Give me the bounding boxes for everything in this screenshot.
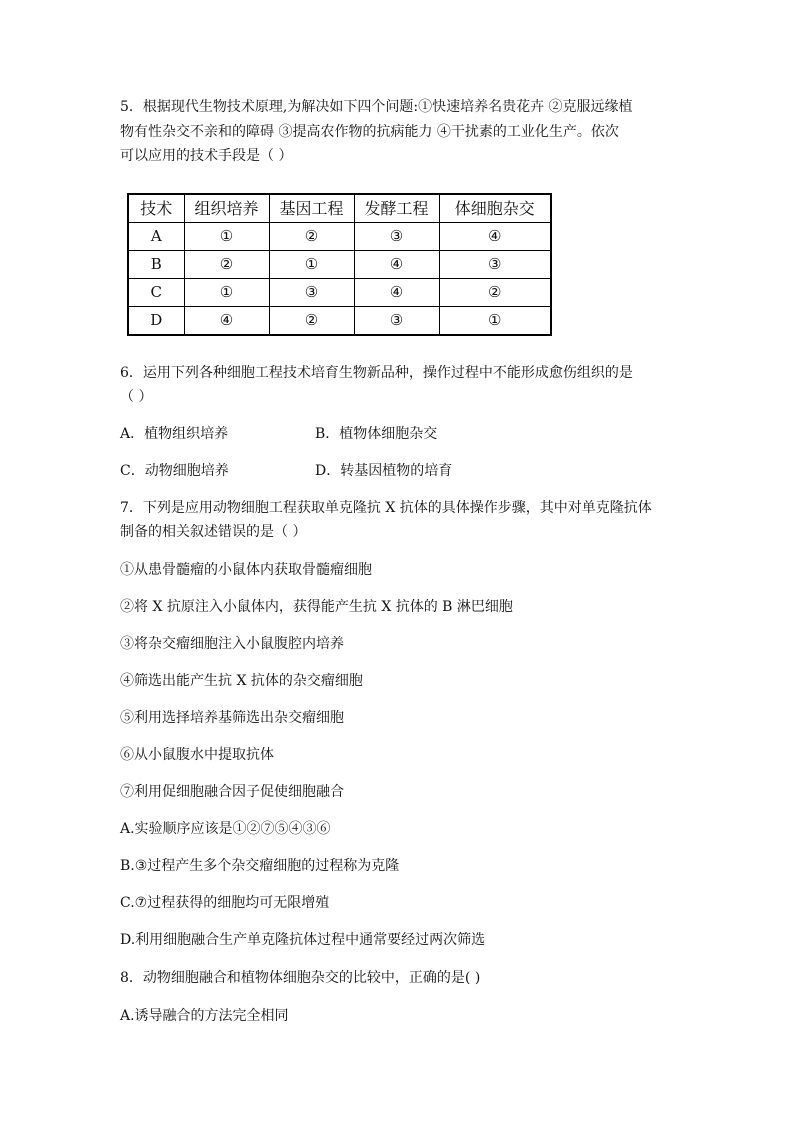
table-cell: B (128, 251, 184, 279)
table-header-row (128, 194, 551, 223)
table-cell: ④ (354, 251, 439, 279)
q5-stem-line-3: 可以应用的技术手段是（ ） (120, 148, 293, 164)
table-cell: ④ (184, 307, 269, 336)
table-cell: ① (184, 279, 269, 307)
q5-technique-table (127, 193, 552, 336)
q6-option-c: C．动物细胞培养 (120, 463, 229, 479)
q7-step: ①从患骨髓瘤的小鼠体内获取骨髓瘤细胞 (120, 562, 372, 578)
q7-step: ③将杂交瘤细胞注入小鼠腹腔内培养 (120, 636, 344, 652)
table-header-cell: 基因工程 (269, 194, 354, 223)
table-cell: ① (439, 307, 551, 336)
table-cell: ② (269, 223, 354, 251)
q5-stem-line-1: 5．根据现代生物技术原理,为解决如下四个问题:①快速培养名贵花卉 ②克服远缘植 (120, 99, 633, 115)
q7-step: ⑥从小鼠腹水中提取抗体 (120, 747, 274, 763)
table-cell: ④ (354, 279, 439, 307)
q7-step: ⑤利用选择培养基筛选出杂交瘤细胞 (120, 710, 344, 726)
table-cell: ③ (354, 223, 439, 251)
q7-stem-line-1: 7．下列是应用动物细胞工程获取单克隆抗 X 抗体的具体操作步骤，其中对单克隆抗体 (120, 500, 652, 516)
q6-stem-line-2: （ ） (120, 389, 153, 405)
q7-option-a: A.实验顺序应该是①②⑦⑤④③⑥ (120, 821, 331, 837)
table-cell: ③ (439, 251, 551, 279)
table-cell: ① (269, 251, 354, 279)
q6-stem-line-1: 6．运用下列各种细胞工程技术培育生物新品种，操作过程中不能形成愈伤组织的是 (120, 365, 633, 381)
q7-step: ④筛选出能产生抗 X 抗体的杂交瘤细胞 (120, 673, 363, 689)
table-cell: C (128, 279, 184, 307)
table-row (128, 307, 551, 336)
q8-option-a: A.诱导融合的方法完全相同 (120, 1008, 289, 1024)
q6-option-d: D．转基因植物的培育 (315, 463, 453, 479)
q5-stem-line-2: 物有性杂交不亲和的障碍 ③提高农作物的抗病能力 ④干扰素的工业化生产。依次 (120, 124, 619, 140)
q7-option-c: C.⑦过程获得的细胞均可无限增殖 (120, 895, 330, 911)
table-header-cell: 发酵工程 (354, 194, 439, 223)
q6-option-a: A．植物组织培养 (120, 426, 229, 442)
table-row (128, 223, 551, 251)
q6-option-b: B．植物体细胞杂交 (315, 426, 438, 442)
table-cell: ③ (269, 279, 354, 307)
q7-stem-line-2: 制备的相关叙述错误的是（ ） (120, 524, 307, 540)
table-header-cell: 技术 (128, 194, 184, 223)
q7-option-d: D.利用细胞融合生产单克隆抗体过程中通常要经过两次筛选 (120, 932, 486, 948)
table-cell: D (128, 307, 184, 336)
q7-step: ②将 X 抗原注入小鼠体内，获得能产生抗 X 抗体的 B 淋巴细胞 (120, 599, 513, 615)
table-header-cell: 体细胞杂交 (439, 194, 551, 223)
table-header-cell: 组织培养 (184, 194, 269, 223)
q7-step: ⑦利用促细胞融合因子促使细胞融合 (120, 784, 344, 800)
table-cell: ③ (354, 307, 439, 336)
table-cell: A (128, 223, 184, 251)
table-cell: ① (184, 223, 269, 251)
q8-stem-line-1: 8．动物细胞融合和植物体细胞杂交的比较中，正确的是( ) (120, 970, 481, 986)
table-cell: ④ (439, 223, 551, 251)
table-cell: ② (269, 307, 354, 336)
table-cell: ② (184, 251, 269, 279)
q7-option-b: B.③过程产生多个杂交瘤细胞的过程称为克隆 (120, 858, 400, 874)
table-cell: ② (439, 279, 551, 307)
table-row (128, 279, 551, 307)
table-row (128, 251, 551, 279)
